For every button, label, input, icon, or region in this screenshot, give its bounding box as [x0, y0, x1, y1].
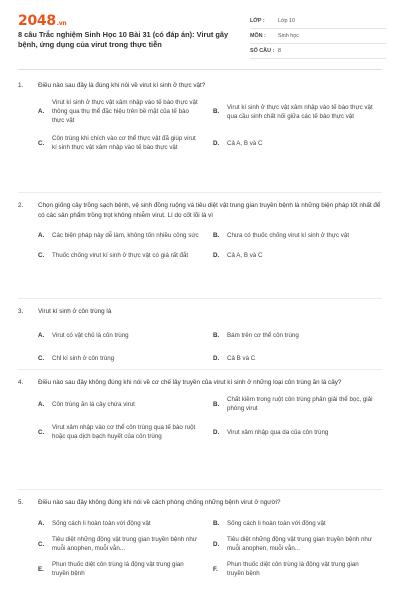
meta-row-subject [250, 29, 386, 44]
option-a[interactable] [38, 395, 207, 413]
option-text: Virut xâm nhập qua da của côn trùng [227, 428, 329, 436]
question-divider [18, 298, 382, 299]
question-number: 1. [18, 82, 24, 89]
option-c[interactable] [38, 354, 207, 363]
meta-row-count [250, 44, 386, 59]
question-text: Chọn giống cây trồng sạch bệnh, vệ sinh đồng ruộng và tiêu diệt vật trung gian truyền bệnh là những biện pháp tốt nhất để có các sản phẩm trồng trọt không nhiễm virut. Lí do cốt lõi là vì [38, 202, 381, 219]
option-letter: D. [213, 540, 220, 548]
option-letter: E. [38, 565, 44, 573]
meta-value: Lớp 10 [278, 18, 296, 24]
option-letter: D. [213, 139, 220, 147]
option-d[interactable] [213, 354, 382, 363]
option-d[interactable] [213, 423, 382, 441]
option-text: Phun thuốc diệt côn trùng lá động vật trung gian truyền bệnh [52, 561, 184, 577]
option-letter: B. [213, 400, 220, 408]
question-text: Điều nào sau đây không đúng khi nói về cách phòng chống những bệnh virut ở người? [38, 499, 281, 506]
option-text: Chỉ kí sinh ở côn trùng [52, 355, 115, 362]
option-a[interactable] [38, 98, 207, 125]
meta-label: MÔN : [250, 33, 266, 39]
option-letter: C. [38, 139, 45, 147]
option-letter: F. [213, 565, 218, 573]
option-e[interactable] [38, 560, 207, 578]
option-a[interactable] [38, 331, 207, 340]
option-text: Virut kí sinh ở thực vật xâm nhập vào tế bào thực vật thông qua thụ thể đặc hiệu trên bề mặt của tế bào thực vật [52, 99, 198, 124]
meta-info [250, 14, 386, 59]
option-letter: B. [213, 520, 220, 527]
meta-label: LỚP : [250, 18, 265, 24]
option-text: Chất kiềm trong ruột côn trùng phân giải thể bọc, giải phóng virut [227, 396, 373, 412]
option-text: Thuốc chống virut kí sinh ở thực vật có giá rất đắt [52, 252, 189, 259]
option-letter: A. [38, 332, 45, 339]
option-letter: C. [38, 540, 45, 548]
page-header [0, 0, 400, 62]
option-b[interactable] [213, 395, 382, 413]
question-stem [18, 307, 382, 317]
question-number: 3. [18, 308, 24, 315]
question-text: Điều nào sau đây không đúng khi nói về cơ chế lây truyền của virut kí sinh ở những loại côn trùng ăn lá cây? [38, 379, 342, 386]
option-letter: A. [38, 520, 45, 527]
meta-value: 8 [278, 48, 281, 54]
question-5 [18, 498, 382, 578]
option-letter: B. [213, 332, 220, 339]
question-divider [18, 192, 382, 193]
option-text: Các biện pháp này dễ làm, không tốn nhiều công sức [52, 232, 199, 239]
question-divider [18, 369, 382, 370]
option-text: Tiêu diệt những động vật trung gian truyền bệnh như muỗi anophen, muỗi vằn... [227, 536, 372, 552]
question-text: Điều nào sau đây là đúng khi nói về virut kí sinh ở thực vật? [38, 82, 206, 89]
option-b[interactable] [213, 98, 382, 125]
option-d[interactable] [213, 251, 382, 260]
option-b[interactable] [213, 231, 382, 240]
options-grid [18, 395, 382, 441]
document-title: 8 câu Trắc nghiệm Sinh Học 10 Bài 31 (có đáp án): Virut gây bệnh, ứng dụng của virut trong thực tiễn [18, 30, 229, 49]
option-letter: D. [213, 355, 220, 362]
option-text: Cả B và C [227, 355, 256, 362]
option-b[interactable] [213, 331, 382, 340]
option-d[interactable] [213, 134, 382, 152]
option-letter: C. [38, 428, 45, 436]
option-text: Cả A, B và C [227, 139, 263, 147]
question-number: 2. [18, 202, 24, 209]
question-number: 4. [18, 379, 24, 386]
options-grid [18, 331, 382, 363]
question-stem [18, 498, 382, 508]
option-text: Virut xâm nhập vào cơ thể côn trùng qua tế bào ruột hoặc qua dịch bạch huyết của côn trùng [52, 424, 196, 440]
option-letter: D. [213, 428, 220, 436]
option-a[interactable] [38, 519, 207, 528]
option-letter: A. [38, 108, 45, 115]
option-c[interactable] [38, 134, 207, 152]
option-c[interactable] [38, 535, 207, 553]
option-text: Virut kí sinh ở thực vật xâm nhập vào tế bào thực vật qua cầu sinh chất nối giữa các tế bào thực vật [227, 103, 373, 120]
question-3 [18, 307, 382, 363]
option-letter: A. [38, 400, 45, 408]
option-text: Chưa có thuốc chống virut kí sinh ở thực vật [227, 232, 350, 239]
option-text: Virut có vật chủ là côn trùng [52, 332, 129, 339]
options-grid [18, 231, 382, 260]
question-number: 5. [18, 499, 24, 506]
option-text: Cả A, B và C [227, 252, 263, 259]
option-b[interactable] [213, 519, 382, 528]
meta-label: SỐ CÂU : [250, 48, 275, 54]
option-text: Sống cách li hoàn toàn với động vật [52, 520, 151, 527]
option-letter: A. [38, 232, 45, 239]
question-1 [18, 81, 382, 152]
options-grid [18, 519, 382, 578]
option-text: Côn trùng khi chích vào cơ thể thực vật đã giúp virut kí sinh thực vật xâm nhập vào tế bào thực vật [52, 135, 196, 151]
option-text: Bám trên cơ thể côn trùng [227, 332, 299, 339]
logo-text: 2048 [18, 13, 56, 29]
question-text: Virut kí sinh ở côn trùng là [38, 308, 112, 315]
question-stem [18, 201, 382, 221]
meta-row-class [250, 14, 386, 29]
option-d[interactable] [213, 535, 382, 553]
option-text: Sống cách li hoàn toàn với động vật [227, 520, 326, 527]
options-grid [18, 98, 382, 152]
header-divider [18, 69, 382, 70]
logo-suffix: .vn [56, 20, 67, 27]
option-text: Côn trùng ăn lá cây chứa virut [52, 400, 135, 408]
option-letter: B. [213, 108, 220, 115]
option-text: Phun thuốc diệt côn trùng lá động vật trung gian truyền bệnh [227, 561, 359, 577]
option-letter: B. [213, 232, 220, 239]
option-a[interactable] [38, 231, 207, 240]
option-letter: C. [38, 252, 45, 259]
option-letter: D. [213, 252, 220, 259]
meta-value: Sinh học [278, 33, 299, 39]
question-stem [18, 378, 382, 388]
question-2 [18, 201, 382, 260]
option-text: Tiêu diệt những động vật trung gian truyền bệnh như muỗi anophen, muỗi vằn... [52, 536, 197, 552]
option-c[interactable] [38, 423, 207, 441]
question-4 [18, 378, 382, 441]
option-f[interactable] [213, 560, 382, 578]
question-stem [18, 81, 382, 91]
site-logo[interactable] [18, 13, 66, 29]
question-divider [18, 489, 382, 490]
option-c[interactable] [38, 251, 207, 260]
option-letter: C. [38, 355, 45, 362]
